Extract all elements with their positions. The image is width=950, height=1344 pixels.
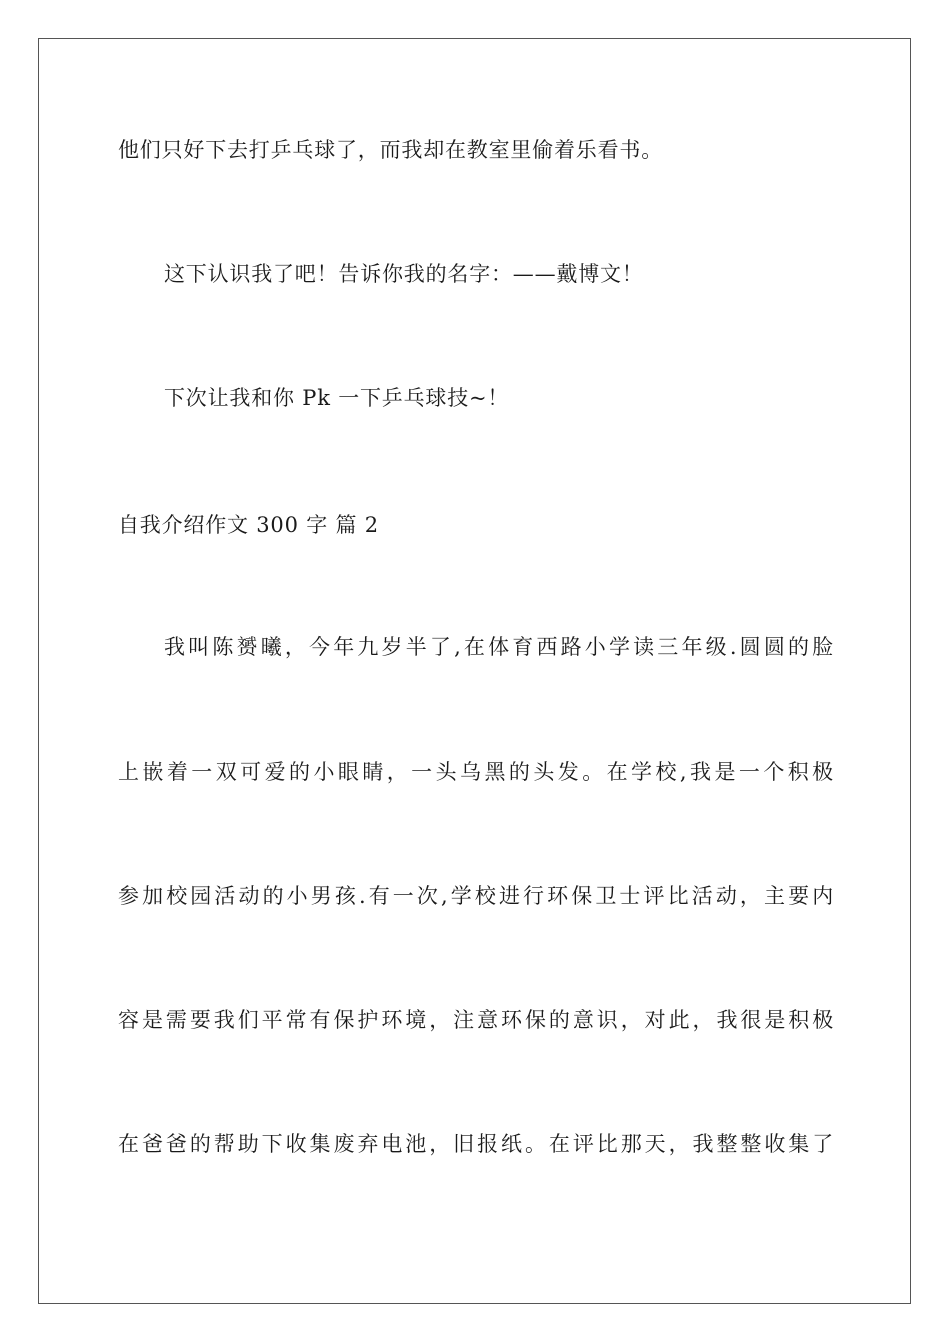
paragraph-line-9: 在爸爸的帮助下收集废弃电池，旧报纸。在评比那天，我整整收集了 xyxy=(118,1132,834,1156)
paragraph-line-2: 这下认识我了吧！告诉你我的名字：——戴博文！ xyxy=(164,262,644,286)
paragraph-line-5: 我叫陈赟曦，今年九岁半了,在体育西路小学读三年级.圆圆的脸 xyxy=(164,635,834,659)
page-border xyxy=(38,38,911,1304)
paragraph-line-1: 他们只好下去打乒乓球了，而我却在教室里偷着乐看书。 xyxy=(118,138,663,162)
paragraph-line-7: 参加校园活动的小男孩.有一次,学校进行环保卫士评比活动，主要内 xyxy=(118,884,834,908)
paragraph-line-6: 上嵌着一双可爱的小眼睛，一头乌黑的头发。在学校,我是一个积极 xyxy=(118,760,834,784)
paragraph-line-3: 下次让我和你 Pk 一下乒乓球技~！ xyxy=(164,386,510,410)
section-heading: 自我介绍作文 300 字 篇 2 xyxy=(118,513,379,537)
paragraph-line-8: 容是需要我们平常有保护环境，注意环保的意识，对此，我很是积极 xyxy=(118,1008,834,1032)
